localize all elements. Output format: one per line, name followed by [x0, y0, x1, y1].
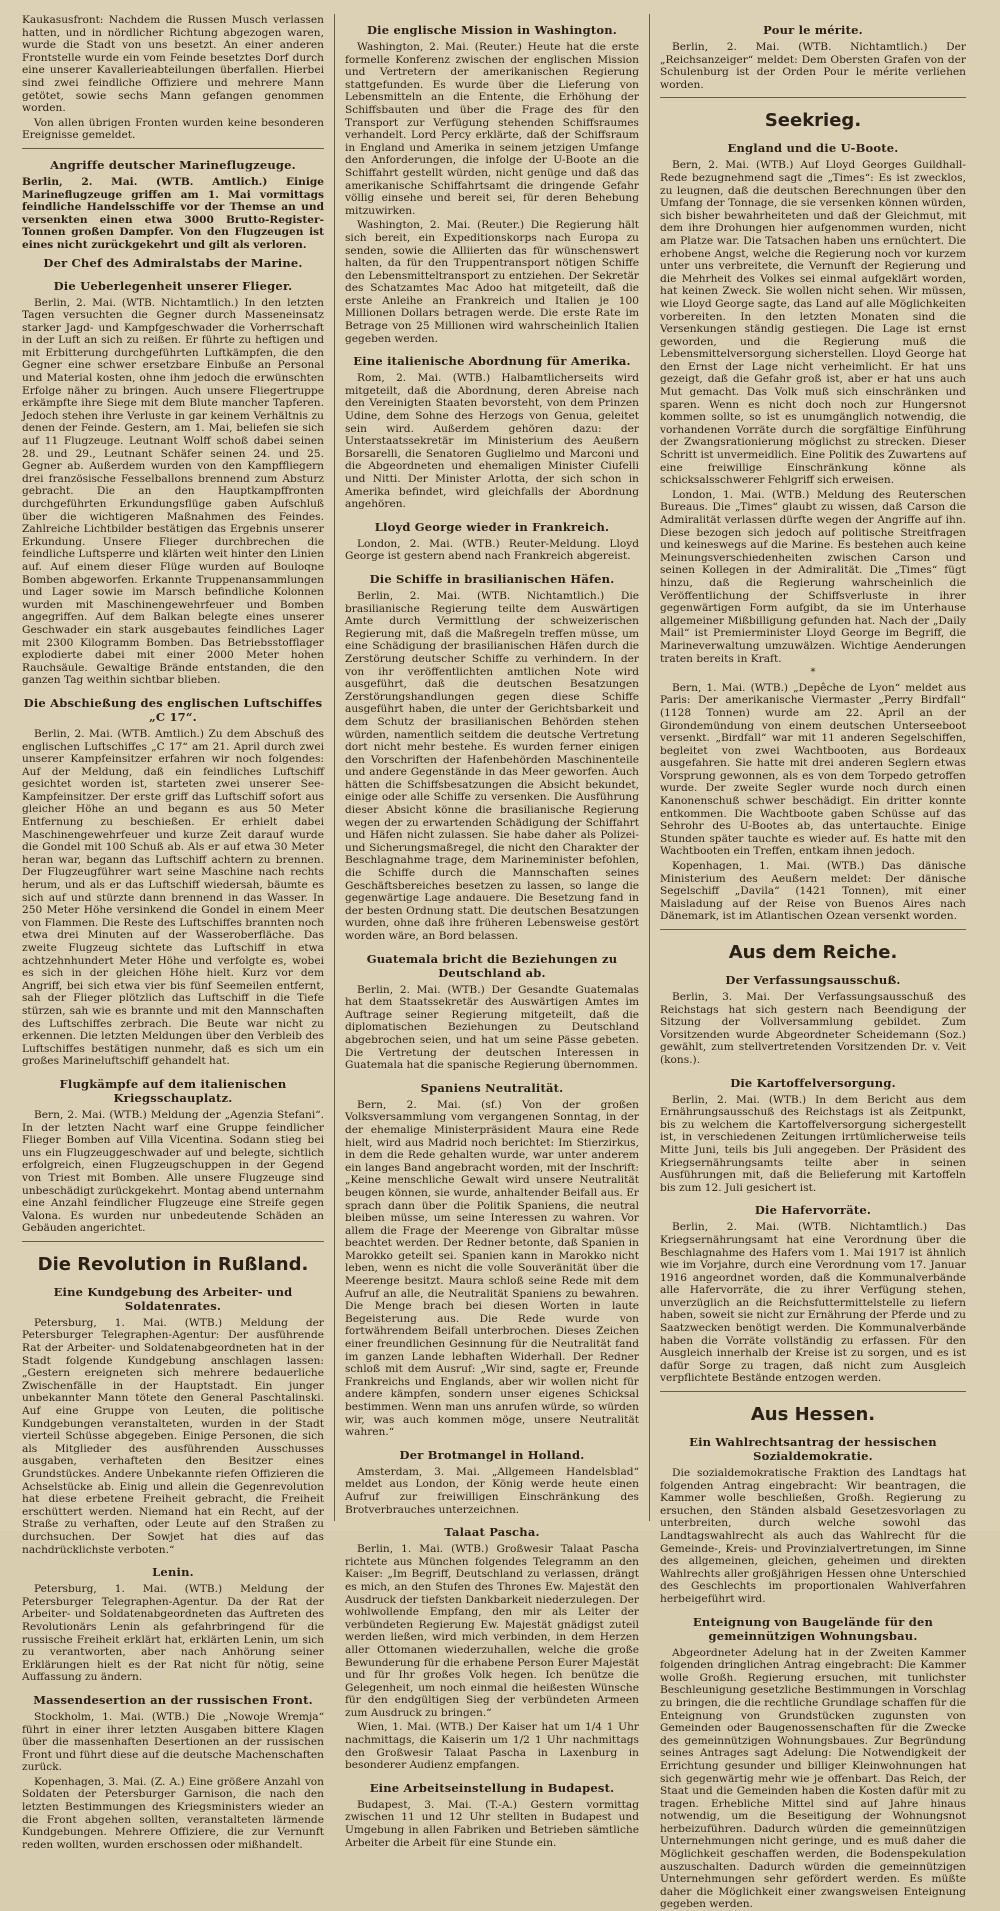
- article-lloyd-george: London, 2. Mai. (WTB.) Reuter-Meldung. Lloyd George ist gestern abend nach Frankreich abgereist.: [345, 537, 639, 563]
- columns: [22, 14, 978, 1911]
- article-pour-le-merite: Berlin, 2. Mai. (WTB. Nichtamtlich.) Der „Reichsanzeiger“ meldet: Dem Obersten Grafen von der Schulenburg ist der Orden Pour le mérite verliehen worden.: [660, 41, 966, 91]
- headline-wahlrecht: Ein Wahlrechtsantrag der hessischen Sozialdemokratie.: [689, 1435, 937, 1464]
- article-kopenhagen: Kopenhagen, 3. Mai. (Z. A.) Eine größere Anzahl von Soldaten der Petersburger Garnison, die nach den letzten Bestimmungen des Kriegsministers wieder an die Front abgehen sollten, veranstalteten lärmende Kundgebungen. Mehrere Offiziere, die zur Vernunft reden wollten, wurden erschossen oder mißhandelt.: [22, 1775, 324, 1851]
- headline-budapest: Eine Arbeitseinstellung in Budapest.: [369, 1780, 615, 1795]
- article-wahlrecht: Die sozialdemokratische Fraktion des Landtags hat folgenden Antrag eingebracht: Wir beantragen, die Kammer wolle beschließen, Großh. Regierung zu ersuchen, den Ständen alsbald Gesetzesvorlagen zu unterbreiten, durch welche sowohl das Landtagswahlrecht als auch das Wahlrecht für die Gemeinde-, Kreis- und Provinzialvertretungen, im Sinne des allgemeinen, gleichen, geheimen und direkten Wahlrechts aller großjährigen Hessen ohne Unterschied des Geschlechts im proportionalen Wahlverfahren herbeigeführt wird.: [660, 1467, 966, 1605]
- divider: [660, 929, 966, 930]
- headline-verfassungsausschuss: Der Verfassungsausschuß.: [725, 973, 901, 987]
- article-brotmangel: Amsterdam, 3. Mai. „Allgemeen Handelsblad“ meldet aus London, der König werde heute einen Aufruf zur freiwilligen Einschränkung des Brotverbrauches unterzeichnen.: [345, 1465, 639, 1516]
- headline-massendesertion: Massendesertion an der russischen Front.: [33, 1692, 313, 1707]
- divider: [660, 1391, 966, 1392]
- headline-brotmangel: Der Brotmangel in Holland.: [399, 1447, 585, 1462]
- article-flugkaempfe: Bern, 2. Mai. (WTB.) Meldung der „Agenzia Stefani“. In der letzten Nacht warf eine Gruppe feindlicher Flieger Bomben auf Villa Vicentina. Sodann stieg bei uns ein Flugzeuggeschwader auf und belegte, sichtlich erfolgreich, einen Flugzeugschuppen in der Gegend von Triest mit Bomben. Alle unsere Flugzeuge sind unbeschädigt zurückgekehrt. Montag abend unternahm eine Anzahl feindlicher Flugzeuge eine Streife gegen Valona. Es wurden nur unbedeutende Schäden an Gebäuden angerichtet.: [22, 1108, 324, 1235]
- article-washington: Washington, 2. Mai. (Reuter.) Die Regierung hält sich bereit, ein Expeditionskorps nach Europa zu senden, sowie die Alliierten das für wünschenswert halten, da für den Truppentransport nötigen Schiffe den Lebensmitteltransport zu entziehen. Der Sekretär des Schatzamtes Mac Adoo hat mitgeteilt, daß die erste Anleihe an Frankreich und Italien je 100 Millionen Dollars betragen werde. Die erste Rate im Betrage von 25 Millionen wird wahrscheinlich Italien gegeben werden.: [345, 219, 639, 345]
- headline-pour-le-merite: Pour le mérite.: [763, 23, 863, 37]
- section-title-revolution: Die Revolution in Rußland.: [37, 1253, 309, 1275]
- column-right: [650, 14, 966, 1911]
- section-title-seekrieg: Seekrieg.: [764, 110, 862, 132]
- headline-englische-mission: Die englische Mission in Washington.: [367, 23, 617, 37]
- article-guatemala: Berlin, 2. Mai. (WTB.) Der Gesandte Guatemalas hat dem Staatssekretär des Auswärtigen Amtes im Auftrage seiner Regierung mitgeteilt, daß die diplomatischen Beziehungen zu Deutschland abgebrochen seien, und hat um seine Pässe gebeten. Die Vertretung der deutschen Interessen in Guatemala hat die spanische Regierung übernommen.: [345, 983, 639, 1072]
- article-marineflugzeuge: Berlin, 2. Mai. (WTB. Amtlich.) Einige Marineflugzeuge griffen am 1. Mai vormittags feindliche Handelsschiffe vor der Themse an und versenkten einen etwa 3000 Brutto-Register-Tonnen großen Dampfer. Von den Flugzeugen ist eines nicht zurückgekehrt und gilt als verloren.: [22, 175, 324, 251]
- article-budapest: Budapest, 3. Mai. (T.-A.) Gestern vormittag zwischen 11 und 12 Uhr stellten in Budapest und Umgebung in allen Fabriken und Betrieben sämtliche Arbeiter die Arbeit für eine Stunde ein.: [345, 1798, 639, 1849]
- article-u-boote: Bern, 2. Mai. (WTB.) Auf Lloyd Georges Guildhall-Rede bezugnehmend sagt die „Times“: Es ist zwecklos, zu leugnen, daß die deutschen Berechnungen über den Umfang der Tonnage, die sie versenken können würden, sich bisher bewahrheiteten und daß der Gleichmut, mit dem ihre Drohungen hier aufgenommen wurden, nicht am Platze war. Die Tatsachen haben uns ernüchtert. Die erhobene Angst, welche die Regierung noch vor kurzem unter uns verbreitete, die Vernunft der Regierung und die Mehrheit des Volkes sei einmal aufgeklärt worden, hat keinen Zweck. Sie wollen nicht sehen. Wir müssen, wie Lloyd George sagte, das Land auf alle Möglichkeiten vorbereiten. In den letzten Monaten sind die Versenkungen ständig gestiegen. Die Lage ist ernst geworden, und die Regierung muß die Lebensmittelversorgung sicherstellen. Lloyd George hat den Ernst der Lage nicht verheimlicht. Er hat uns gezeigt, daß die Gefahr groß ist, aber er hat uns auch Mut gemacht. Das Volk muß sich einschränken und sparen. Wenn es nicht doch noch zur Hungersnot kommen sollte, so ist es unumgänglich notwendig, die vorhandenen Vorräte durch die sorgfältige Einführung der Zwangsrationierung möglichst zu strecken. Dieser Schritt ist unvermeidlich. Eine Politik des Zuwartens auf eine freiwillige Einschränkung könne als schicksalsschwerer Fehlgriff sich erweisen.: [660, 159, 966, 487]
- article-brasilien: Berlin, 2. Mai. (WTB. Nichtamtlich.) Die brasilianische Regierung teilte dem Auswärtigen Amte durch Vermittlung der schweizerischen Regierung mit, daß die Maßregeln treffen müsse, um eine Schädigung der brasilianischen Häfen durch die Zerstörung deutscher Schiffe zu verhindern. In der von ihr veröffentlichten amtlichen Note wird ausgeführt, daß die deutschen Besatzungen Zerstörungshandlungen gegen diese Schiffe ausgeführt haben, die unter der Gerichtsbarkeit und dem Schutz der brasilianischen Behörden stehen würden, namentlich seitdem die deutsche Vertretung dort nicht mehr bestehe. Es wurden ferner einigen den Vorschriften der Hafenbehörden Maschinenteile und andere Gegenstände in das Meer geworfen. Auch hätten die Schiffsbesatzungen die Absicht bekundet, einige oder alle Schiffe zu versenken. Die Ausführung dieser Absicht könne die brasilianische Regierung wegen der zu erwartenden Schädigung der Schiffahrt und Häfen nicht zulassen. Sie habe daher als Polizei- und Sicherungsmaßregel, die nicht den Charakter der Beschlagnahme trage, dem Marineminister befohlen, die Schiffe durch die Mannschaften seines Geschäftsbereiches besetzen zu lassen, so lange die gegenwärtige Lage andauere. Die Besetzung fand in der besten Ordnung statt. Die deutschen Besatzungen wurden, ohne daß ihre früheren Lebensweise gestört worden wäre, an Bord belassen.: [345, 589, 639, 942]
- article-lenin: Petersburg, 1. Mai. (WTB.) Meldung der Petersburger Telegraphen-Agentur. Da der Rat der Arbeiter- und Soldatenabgeordneten das Auftreten des Revolutionärs Lenin als gefahrbringend für die russische Freiheit erklärt hat, erklärten Lenin, um sich zu verantworten, aber nach Anhörung seiner Erklärungen hielt es der Rat nicht für nötig, seine Auffassung zu ändern.: [22, 1583, 324, 1684]
- headline-brasilien: Die Schiffe in brasilianischen Häfen.: [369, 571, 615, 586]
- article-talaat: Berlin, 1. Mai. (WTB.) Großwesir Talaat Pascha richtete aus München folgendes Telegramm an den Kaiser: „Im Begriff, Deutschland zu verlassen, drängt es mich, an den Stufen des Thrones Ew. Majestät den Ausdruck der tiefsten Dankbarkeit niederzulegen. Der wohlwollende Empfang, den mir als Leiter der verbündeten Regierung Ew. Majestät gnädigst zuteil werden ließen, wird mich verbinden, in dem Herzen aller Ottomanen wiederzuhallen, welche die große Bewunderung für die erhabene Person Eurer Majestät und für Ihr großes Volk hegen. Ich benütze die Gelegenheit, um noch einmal die heißesten Wünsche für den endgültigen Sieg der verbündeten Armeen zum Ausdruck zu bringen.“: [345, 1543, 639, 1719]
- section-title-reich: Aus dem Reiche.: [728, 942, 898, 963]
- article-luftschiff: Berlin, 2. Mai. (WTB. Amtlich.) Zu dem Abschuß des englischen Luftschiffes „C 17“ am 21. April durch zwei unserer Kampfeinsitzer erfahren wir noch folgendes: Auf der Meldung, daß ein feindliches Luftschiff gesichtet worden ist, starteten zwei unserer See-Kampfeinsitzer. Der erste griff das Luftschiff sofort aus gleicher Höhe an und begann es aus 50 Meter Entfernung zu beschießen. Er erhielt dabei Maschinengewehrfeuer und kurze Zeit darauf wurde die Gondel mit 100 Schuß ab. Als er auf etwa 30 Meter heran war, begann das Luftschiff achtern zu brennen. Der Flugzeugführer wart seine Maschine nach rechts herum, und als er das Luftschiff wiedersah, bäumte es sich auf und stürzte dann brennend in das Wasser. In 250 Meter Höhe versinkend die Gondel in einem Meer von Flammen. Die Reste des Luftschiffes brannten noch etwa drei Minuten auf der Wasseroberfläche. Das zweite Flugzeug sichtete das Luftschiff in etwa achtzehnhundert Meter Höhe und verfolgte es, wobei es sich in der gleichen Höhe hielt. Kurz vor dem Angriff, bei sich etwa vier bis fünf Seemeilen entfernt, sah der Flieger plötzlich das Luftschiff in die Tiefe stürzen, sah wie es brannte und mit den Mannschaften des Luftschiffes zerbrach. Die Beute war nicht zu erkennen. Die letzten Meldungen über den Verbleib des Luftschiffes bestätigen nunmehr, daß es sich um ein großes Marineluftschiff gehandelt hat.: [22, 727, 324, 1068]
- article-carson: London, 1. Mai. (WTB.) Meldung des Reuterschen Bureaus. Die „Times“ glaubt zu wissen, daß Carson die Admiralität verlassen dürfte wegen der Angriffe auf ihn. Diese bezogen sich jedoch auf politische Streitfragen und keineswegs auf die Marine. Es bestehen auch keine Meinungsverschiedenheiten zwischen Carson und seinen Kollegen in der Admiralität. Die „Times“ fügt hinzu, daß die Regierung wahrscheinlich die Veröffentlichung der Schiffsverluste in ihrer gegenwärtigen Form aufgibt, da sie im Unterhause allgemeiner Mißbilligung gefunden hat. Nach der „Daily Mail“ ist Premierminister Lloyd George im Begriff, die Marineverwaltung umzuwälzen. Wichtige Aenderungen traten bereits in Kraft.: [660, 488, 966, 665]
- headline-hafer: Die Hafervorräte.: [754, 1203, 872, 1218]
- article-birdfall: Bern, 1. Mai. (WTB.) „Depêche de Lyon“ meldet aus Paris: Der amerikanische Viermaster „Perry Birdfall“ (1128 Tonnen) wurde am 22. April an der Girondemündung von einem deutschen Unterseeboot versenkt. „Birdfall“ war mit 11 anderen Segelschiffen, begleitet von zwei Wachtbooten, aus Bordeaux ausgefahren. Sie hatte mit drei anderen Seglern etwas Vorsprung gewonnen, als es von dem Torpedo getroffen wurde. Der zweite Segler wurde noch durch einen Kanonenschuß schwer beschädigt. Ein dritter konnte entkommen. Die Wachtboote gaben Schüsse auf das Sehrohr des U-Bootes ab, das untertauchte. Einige Stunden später tauchte es wieder auf. Es hatte mit den Wachtbooten ein Treffen, entkam ihnen jedoch.: [660, 681, 966, 858]
- headline-spanien: Spaniens Neutralität.: [420, 1080, 564, 1095]
- divider: [660, 97, 966, 98]
- column-middle: [334, 14, 650, 1849]
- headline-enteignung: Enteignung von Baugelände für den gemeinnützigen Wohnungsbau.: [692, 1614, 934, 1643]
- signature-admiralstab: Der Chef des Admiralstabs der Marine.: [43, 255, 303, 270]
- article-wien: Wien, 1. Mai. (WTB.) Der Kaiser hat um 1/4 1 Uhr nachmittags, die Kaiserin um 1/2 1 Uhr nachmittags den Großwesir Talaat Pascha in Laxenburg in besonderer Audienz empfangen.: [345, 1721, 639, 1772]
- article-davila: Kopenhagen, 1. Mai. (WTB.) Das dänische Ministerium des Aeußern meldet: Der dänische Segelschiff „Davila“ (1421 Tonnen), mit einer Maisladung auf der Reise von Buenos Aires nach Dänemark, ist im Atlantischen Ozean versenkt worden.: [660, 860, 966, 923]
- article-hafer: Berlin, 2. Mai. (WTB. Nichtamtlich.) Das Kriegsernährungsamt hat eine Verordnung über die Beschlagnahme des Hafers vom 1. Mai 1917 ist ähnlich wie im Vorjahre, durch eine Verordnung vom 17. Januar 1916 angeordnet worden, daß die Kommunalverbände alle Hafervorräte, die zu ihrer Verfügung stehen, unverzüglich an die Reichsfuttermittelstelle zu liefern haben, soweit sie nicht zur Ernährung der Pferde und zu Saatzwecken benötigt werden. Die Kommunalverbände haben die Vorräte vollständig zu erfassen. Für den Ausgleich innerhalb der Kreise ist zu sorgen, und es ist dafür Sorge zu tragen, daß nicht zum Ausgleich verpflichtete Bestände entzogen werden.: [660, 1221, 966, 1385]
- headline-guatemala: Guatemala bricht die Beziehungen zu Deutschland ab.: [366, 951, 618, 980]
- column-left: [22, 14, 334, 1851]
- article-kartoffel: Berlin, 2. Mai. (WTB.) In dem Bericht aus dem Ernährungsausschuß des Reichstags ist als Zeitpunkt, bis zu welchem die Kartoffelversorgung sichergestellt ist, in verschiedenen Zeitungen irrtümlicherweise teils Mitte Juni, teils bis Juli angegeben. Der Präsident des Kriegsernährungsamts teilte aber in seinen Ausführungen mit, daß die Belieferung mit Kartoffeln bis zum 12. Juli gesichert ist.: [660, 1093, 966, 1194]
- headline-u-boote: England und die U-Boote.: [727, 141, 899, 156]
- headline-luftschiff: Die Abschießung des englischen Luftschiffes „C 17“.: [23, 695, 323, 724]
- section-title-hessen: Aus Hessen.: [750, 1404, 876, 1426]
- headline-talaat: Talaat Pascha.: [444, 1525, 540, 1540]
- article-kaukasus: Kaukasusfront: Nachdem die Russen Musch verlassen hatten, und in nördlicher Richtung abgezogen waren, wurde die Stadt von uns besetzt. An einer anderen Frontstelle wurde ein vom Feinde besetztes Dorf durch eine unserer Kavallerieabteilungen überfallen. Hierbei sind zwei feindliche Offiziere und mehrere Mann getötet, sowie sechs Mann gefangen genommen worden.: [22, 14, 324, 115]
- headline-flieger: Die Ueberlegenheit unserer Flieger.: [53, 278, 293, 293]
- article-flieger: Berlin, 2. Mai. (WTB. Nichtamtlich.) In den letzten Tagen versuchten die Gegner durch Masseneinsatz starker Jagd- und Kampfgeschwader die Vorherrschaft in der Luft an sich zu reißen. Er führte zu heftigen und mit Erbitterung durchgeführten Luftkämpfen, die den Gegner eine schwer ersetzbare Einbuße an Personal und Material kosten, ohne ihm jedoch die erwünschten Erfolge näher zu bringen. Auch unsere Fliegertruppe erkämpfte ihre Siege mit dem Blute mancher Tapferen. Jedoch stehen ihre Verluste in gar keinem Verhältnis zu denen der Feinde. Gestern, am 1. Mai, beliefen sie sich auf 11 Flugzeuge. Leutnant Wolff schoß dabei seinen 28. und 29., Leutnant Schäfer seinen 24. und 25. Gegner ab. Außerdem wurden von den Kampffliegern drei französische Fesselballons brennend zum Absturz gebracht. Die an den Hauptkampffronten durchgeführten Erkundungsflüge gaben Aufschluß über die wichtigeren Maßnahmen des Feindes. Zahlreiche Lichtbilder bestätigen das Ergebnis unserer Erkundung. Unsere Flieger durchbrechen die feindliche Luftsperre und klärten weit hinter den Linien auf. Auf einem dieser Flüge wurden auf Bouloqne Bomben abgeworfen. Erkannte Truppenansammlungen und Lager sowie im Marsch befindliche Kolonnen wurden mit Maschinengewehrfeuer und Bomben angegriffen. Auf dem Balkan belegte eines unserer Geschwader ein stark ausgebautes feindliches Lager mit 2300 Kilogramm Bomben. Das Betriebsstofflager explodierte dabei mit einer 2000 Meter hohen Rauchsäule. Gewaltige Brände entstanden, die den ganzen Tag weithin sichtbar blieben.: [22, 296, 324, 687]
- article-englische-mission: Washington, 2. Mai. (Reuter.) Heute hat die erste formelle Konferenz zwischen der englischen Mission und Vertretern der amerikanischen Regierung stattgefunden. Es wurde über die Lieferung von Lebensmitteln an die Entente, die Erhöhung der Schiffsbauten und über die Frage des für den Transport zur Verfügung stehenden Schiffsraumes verhandelt. Lord Percy erklärte, daß der Schiffsraum in England und Amerika in seinem jetzigen Umfange den Anforderungen, die infolge der U-Boote an die Schiffahrt gestellt würden, nicht genüge und daß das amerikanische Schiffahrtsamt die dringende Gefahr völlig einsehe und bereit sei, für deren Behebung mitzuwirken.: [345, 41, 639, 217]
- headline-kartoffel: Die Kartoffelversorgung.: [730, 1075, 896, 1090]
- divider: [22, 148, 324, 149]
- article-massendesertion: Stockholm, 1. Mai. (WTB.) Die „Nowoje Wremja“ führt in einer ihrer letzten Ausgaben bittere Klagen über die massenhaften Desertionen an der russischen Front und führt diese auf die deutsche Machenschaften zurück.: [22, 1710, 324, 1774]
- headline-italienische-abordnung: Eine italienische Abordnung für Amerika.: [353, 354, 631, 369]
- headline-kundgebung: Eine Kundgebung des Arbeiter- und Soldatenrates.: [53, 1284, 293, 1313]
- article-spanien: Bern, 2. Mai. (sf.) Von der großen Volksversammlung vom vergangenen Sonntag, in der der ehemalige Ministerpräsident Maura eine Rede hielt, wird aus Madrid noch berichtet: Im Stierzirkus, in dem die Rede gehalten wurde, war unter anderem ein langes Band angebracht worden, mit der Inschrift: „Keine menschliche Gewalt wird unsere Neutralität beugen können, sie wurde, anhaltender Beifall aus. Er sprach dann über die Politik Spaniens, die neutral bleiben müsse, um seine Interessen zu wahren. Vor allem die Frage der Meerenge von Gibraltar müsse beachtet werden. Der Redner betonte, daß Spanien in Marokko geteilt sei. Spanien kann in Marokko nicht leben, wenn es nicht die volle Souveränität über die Meerenge besitzt. Maura schloß seine Rede mit dem Aufruf an alle, die Neutralität Spaniens zu bewahren. Die Menge brach bei diesen Worten in laute Begeisterung aus. Die Rede wurde von fortwährendem Beifall unterbrochen. Dieses Zeichen einer freundlichen Gesinnung für die Neutralität fand im ganzen Lande lebhaften Widerhall. Der Redner schloß mit dem Ausruf: „Wir sind, sagte er, Freunde Frankreichs und Englands, aber wir wollen nicht für andere kämpfen, sondern unser eigenes Schicksal bestimmen. Wenn man uns anrufen würde, so würden wir, was auch kommen möge, unsere Neutralität wahren.“: [345, 1098, 639, 1439]
- article-enteignung: Abgeordneter Adelung hat in der Zweiten Kammer folgenden dringlichen Antrag eingebracht: Die Kammer wolle Großh. Regierung ersuchen, mit tunlichster Beschleunigung gesetzliche Bestimmungen in Vorschlag zu bringen, die die rechtliche Grundlage schaffen für die Enteignung von Grundstücken zugunsten von Gemeinden oder Baugenossenschaften für die Zwecke des gemeinnützigen Wohnungsbaues. Zur Begründung seines Antrages sagt Adelung: Die Notwendigkeit der Errichtung gesunder und billiger Kleinwohnungen hat sich gegenwärtig mehr wie je offenbart. Das Reich, der Staat und die Gemeinden haben die Kosten dafür mit zu tragen. Erhebliche Mittel sind auf Jahre hinaus notwendig, um die Beseitigung der Wohnungsnot herbeizuführen. Dadurch würden die gemeinnützigen Unternehmungen nicht geringe, und es muß daher die Möglichkeit geschaffen werden, die Bodenspekulation auszuschalten. Dadurch würden die gemeinnützigen Unternehmungen sehr gefördert werden. Es müßte daher die Möglichkeit einer zwangsweisen Enteignung gegeben werden.: [660, 1646, 966, 1911]
- divider: [22, 1241, 324, 1242]
- headline-lloyd-george: Lloyd George wieder in Frankreich.: [374, 519, 610, 534]
- separator-star: *: [810, 667, 816, 679]
- article-kundgebung: Petersburg, 1. Mai. (WTB.) Meldung der Petersburger Telegraphen-Agentur: Der ausführende Rat der Arbeiter- und Soldatenabgeordneten hat in der Stadt folgende Kundgebung anschlagen lassen: „Gestern ereigneten sich mehrere bedauerliche Zwischenfälle in der Hauptstadt. Ein junger unbekannter Mann tötete den General Paschtalinski. Auf eine Gruppe von Leuten, die politische Kundgebungen veranstalteten, wurden in der Stadt vierteil Schüsse abgegeben. Einige Personen, die sich als Mitglieder des ausführenden Ausschusses ausgaben, verhafteten den Besitzer eines Grundstückes. Andere Unbekannte riefen Offizieren die Achselstücke ab. Einig und allein die Gegenrevolution hat diese erbetene Freiheit gebracht, die Freiheit erschüttert werden. Niemand hat ein Recht, auf der Straße zu verhaften, oder Leute auf den Straßen zu durchsuchen. Der Sowjet hat dies auf das nachdrücklichste verboten.“: [22, 1316, 324, 1556]
- headline-flugkaempfe: Flugkämpfe auf dem italienischen Kriegsschauplatz.: [59, 1076, 287, 1105]
- article-italienische-abordnung: Rom, 2. Mai. (WTB.) Halbamtlicherseits wird mitgeteilt, daß die Abordnung, deren Abreise nach den Vereinigten Staaten bevorsteht, von dem Prinzen Udine, dem Sohne des Herzogs von Genua, geleitet sein wird. Außerdem gehören dazu: der Unterstaatssekretär im Ministerium des Aeußern Borsarelli, die Senatoren Guglielmo und Marconi und die Abgeordneten und ehemaligen Minister Ciufelli und Nitti. Der Minister Arlotta, der sich schon in Amerika befindet, wird gleichfalls der Abordnung angehören.: [345, 372, 639, 511]
- article-verfassungsausschuss: Berlin, 3. Mai. Der Verfassungsausschuß des Reichstags hat sich gestern nach Beendigung der Sitzung der Vollversammlung gebildet. Zum Vorsitzenden wurde Abgeordneter Scheidemann (Soz.) gewählt, zum stellvertretenden Vorsitzenden Dr. v. Veit (kons.).: [660, 991, 966, 1066]
- headline-lenin: Lenin.: [152, 1565, 194, 1580]
- article-kaukasus-2: Von allen übrigen Fronten wurden keine besonderen Ereignisse gemeldet.: [22, 116, 324, 142]
- headline-marineflugzeuge: Angriffe deutscher Marineflugzeuge.: [50, 157, 296, 172]
